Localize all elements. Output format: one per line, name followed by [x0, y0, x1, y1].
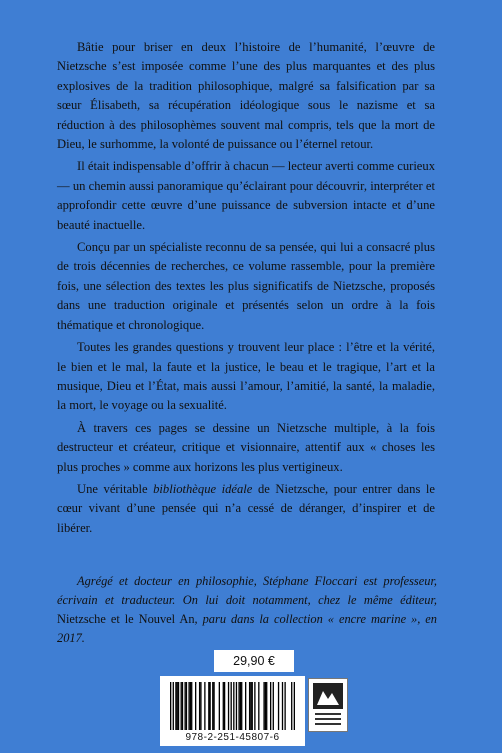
author-bio [57, 572, 437, 648]
barcode-bar [190, 682, 191, 730]
barcode-bar [199, 682, 200, 730]
barcode-bar [178, 682, 179, 730]
book-title: Nietzsche et le Nouvel An [57, 612, 195, 626]
blurb-paragraph [57, 238, 435, 335]
barcode-bar [219, 682, 220, 730]
text-run: Une véritable [77, 481, 154, 496]
barcode-bar [182, 682, 183, 730]
bio-text: , paru dans la collection « encre marine », en 2017. [57, 612, 437, 645]
barcode-bar [249, 682, 250, 730]
barcode-bar [191, 682, 192, 730]
author-bio-paragraph [57, 572, 437, 648]
barcode-bar [186, 682, 187, 730]
barcode-bar [233, 682, 234, 730]
blurb-paragraph [57, 338, 435, 416]
blurb-paragraph [57, 157, 435, 235]
barcode-bar [223, 682, 224, 730]
barcode-bar [177, 682, 178, 730]
barcode-bar [209, 682, 210, 730]
text-run: Bâtie pour briser en deux l’histoire de l’humanité, l’œuvre de Nietzsche s’est imposée comme l’une des plus marquantes et des plus explosives de la tradition philosophique, malgré sa falsification par sa sœur Élisabeth, sa récupération idéologique sous le nazisme et sa réduction à des philosophèmes souvent mal compris, tels que la mort de Dieu, le surhomme, la volonté de puissance ou l’éternel retour. [57, 40, 435, 152]
barcode-bar [181, 682, 182, 730]
barcode-bar [258, 682, 259, 730]
barcode-bar [278, 682, 279, 730]
barcode-bar [175, 682, 176, 730]
blurb-paragraph [57, 419, 435, 477]
barcode-bar [236, 682, 237, 730]
barcode-bar [265, 682, 266, 730]
barcode-bar [291, 682, 292, 730]
barcode-bar [252, 682, 253, 730]
barcode-bar [282, 682, 283, 730]
barcode-bar [250, 682, 251, 730]
italic-title: bibliothèque idéale [153, 481, 253, 496]
barcode-bar [284, 682, 285, 730]
barcode-bars [170, 682, 295, 730]
barcode-bar [273, 682, 274, 730]
publisher-logo-icon [308, 678, 348, 732]
blurb-paragraph [57, 38, 435, 154]
barcode-bar [254, 682, 255, 730]
barcode-bar [245, 682, 246, 730]
barcode-bar [173, 682, 174, 730]
barcode-bar [240, 682, 241, 730]
text-run: Il était indispensable d’offrir à chacun — lecteur averti comme curieux — un chemin aussi panoramique qu’éclairant pour découvrir, interpréter et approfondir cette œuvre d’une puissance de subversion intacte et d’une beauté inactuelle. [57, 159, 435, 232]
barcode-bar [266, 682, 267, 730]
barcode-bar [263, 682, 264, 730]
barcode-bar [212, 682, 213, 730]
barcode-bar [213, 682, 214, 730]
blurb-paragraph [57, 480, 435, 538]
bio-text: Agrégé et docteur en philosophie, Stéphane Floccari est professeur, écrivain et traducteur. On lui doit notamment, chez le même éditeur, [57, 574, 437, 607]
price-text: 29,90 € [233, 654, 275, 668]
text-run: À travers ces pages se dessine un Nietzsche multiple, à la fois destructeur et créateur, critique et visionnaire, attentif aux « choses les plus proches » comme aux horizons les plus vertigineux. [57, 420, 435, 474]
text-run: de Nietzsche, pour entrer dans le cœur vivant d’une pensée qui n’a cessé de déranger, d’inspirer et de libérer. [57, 481, 435, 535]
barcode-bar [238, 682, 239, 730]
barcode-bar [241, 682, 242, 730]
barcode-bar [224, 682, 225, 730]
barcode [160, 676, 305, 746]
isbn-number: 978-2-251-45807-6 [185, 732, 280, 743]
blurb-text [57, 38, 435, 541]
barcode-bar [208, 682, 209, 730]
barcode-bar [270, 682, 271, 730]
barcode-bar [184, 682, 185, 730]
price-label [214, 650, 294, 672]
barcode-bar [170, 682, 171, 730]
text-run: Toutes les grandes questions y trouvent leur place : l’être et la vérité, le bien et le mal, la faute et la justice, le beau et le tragique, l’art et la musique, Dieu et l’État, mais aussi l’amour, l’amitié, la santé, la maladie, la mort, le voyage ou la sexualité. [57, 340, 435, 413]
barcode-bar [195, 682, 196, 730]
barcode-bar [188, 682, 189, 730]
barcode-bar [204, 682, 205, 730]
barcode-bar [200, 682, 201, 730]
barcode-bar [228, 682, 229, 730]
barcode-bar [231, 682, 232, 730]
barcode-bar [294, 682, 295, 730]
text-run: Conçu par un spécialiste reconnu de sa pensée, qui lui a consacré plus de trois décennies de recherches, ce volume rassemble, pour la première fois, une sélection des textes les plus significatifs de Nietzsche, proposés dans une traduction originale et présentés selon un ordre à la fois thématique et chronologique. [57, 240, 435, 332]
